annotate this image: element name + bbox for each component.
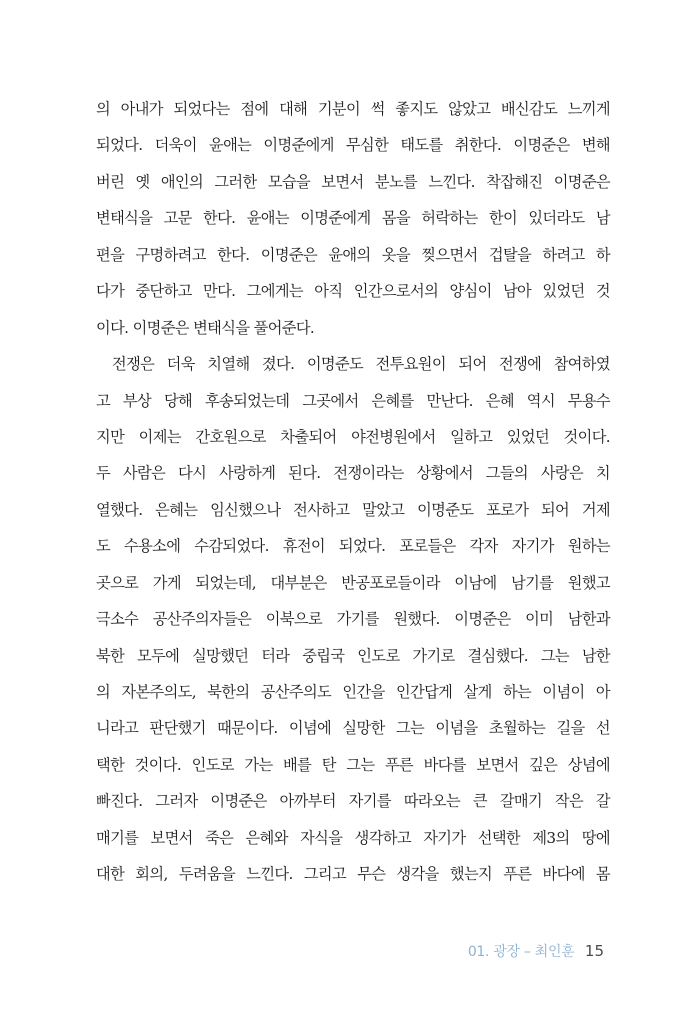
text-line: 곳으로 가게 되었는데, 대부분은 반공포로들이라 이남에 남기를 원했고 [96,573,610,592]
text-line: 이다. 이명준은 변태식을 풀어준다. [96,318,315,337]
page-footer [468,941,604,961]
text-line: 열했다. 은혜는 임신했으나 전사하고 말았고 이명준도 포로가 되어 거제 [96,500,610,519]
text-line: 극소수 공산주의자들은 이북으로 가기를 원했다. 이명준은 이미 남한과 [96,610,610,629]
text-line: 의 자본주의도, 북한의 공산주의도 인간을 인간답게 살게 하는 이념이 아 [96,683,610,701]
text-line: 대한 회의, 두려움을 느낀다. 그리고 무슨 생각을 했는지 푸른 바다에 몸 [96,865,610,884]
text-line: 고 부상 당해 후송되었는데 그곳에서 은혜를 만난다. 은혜 역시 무용수 [96,391,610,410]
text-line: 의 아내가 되었다는 점에 대해 기분이 썩 좋지도 않았고 배신감도 느끼게 [96,100,610,118]
text-line: 전쟁은 더욱 치열해 졌다. 이명준도 전투요원이 되어 전쟁에 참여하였 [112,355,610,374]
text-line: 다가 중단하고 만다. 그에게는 아직 인간으로서의 양심이 남아 있었던 것 [96,282,610,301]
paragraph-1 [96,91,610,346]
page-number: 15 [584,942,604,960]
text-line: 니라고 판단했기 때문이다. 이념에 실망한 그는 이념을 초월하는 길을 선 [96,719,610,738]
text-line: 변태식을 고문 한다. 윤애는 이명준에게 몸을 허락하는 한이 있더라도 남 [96,209,610,228]
paragraph-2 [96,346,610,893]
text-line: 두 사람은 다시 사랑하게 된다. 전쟁이라는 상황에서 그들의 사랑은 치 [96,464,610,483]
text-line: 매기를 보면서 죽은 은혜와 자식을 생각하고 자기가 선택한 제3의 땅에 [96,828,610,847]
text-line: 편을 구명하려고 한다. 이명준은 윤애의 옷을 찢으면서 겁탈을 하려고 하 [96,245,610,264]
text-line: 되었다. 더욱이 윤애는 이명준에게 무심한 태도를 취한다. 이명준은 변해 [96,136,610,155]
text-line: 빠진다. 그러자 이명준은 아까부터 자기를 따라오는 큰 갈매기 작은 갈 [96,792,610,811]
text-line: 버린 옛 애인의 그러한 모습을 보면서 분노를 느낀다. 착잡해진 이명준은 [96,172,610,191]
text-line: 도 수용소에 수감되었다. 휴전이 되었다. 포로들은 각자 자기가 원하는 [96,537,610,556]
body-text [96,91,610,893]
text-line: 택한 것이다. 인도로 가는 배를 탄 그는 푸른 바다를 보면서 깊은 상념에 [96,755,610,774]
running-title: 01. 광장 – 최인훈 [467,944,575,960]
text-line: 지만 이제는 간호원으로 차출되어 야전병원에서 일하고 있었던 것이다. [96,427,610,446]
text-line: 북한 모두에 실망했던 터라 중립국 인도로 가기로 결심했다. 그는 남한 [96,646,610,665]
